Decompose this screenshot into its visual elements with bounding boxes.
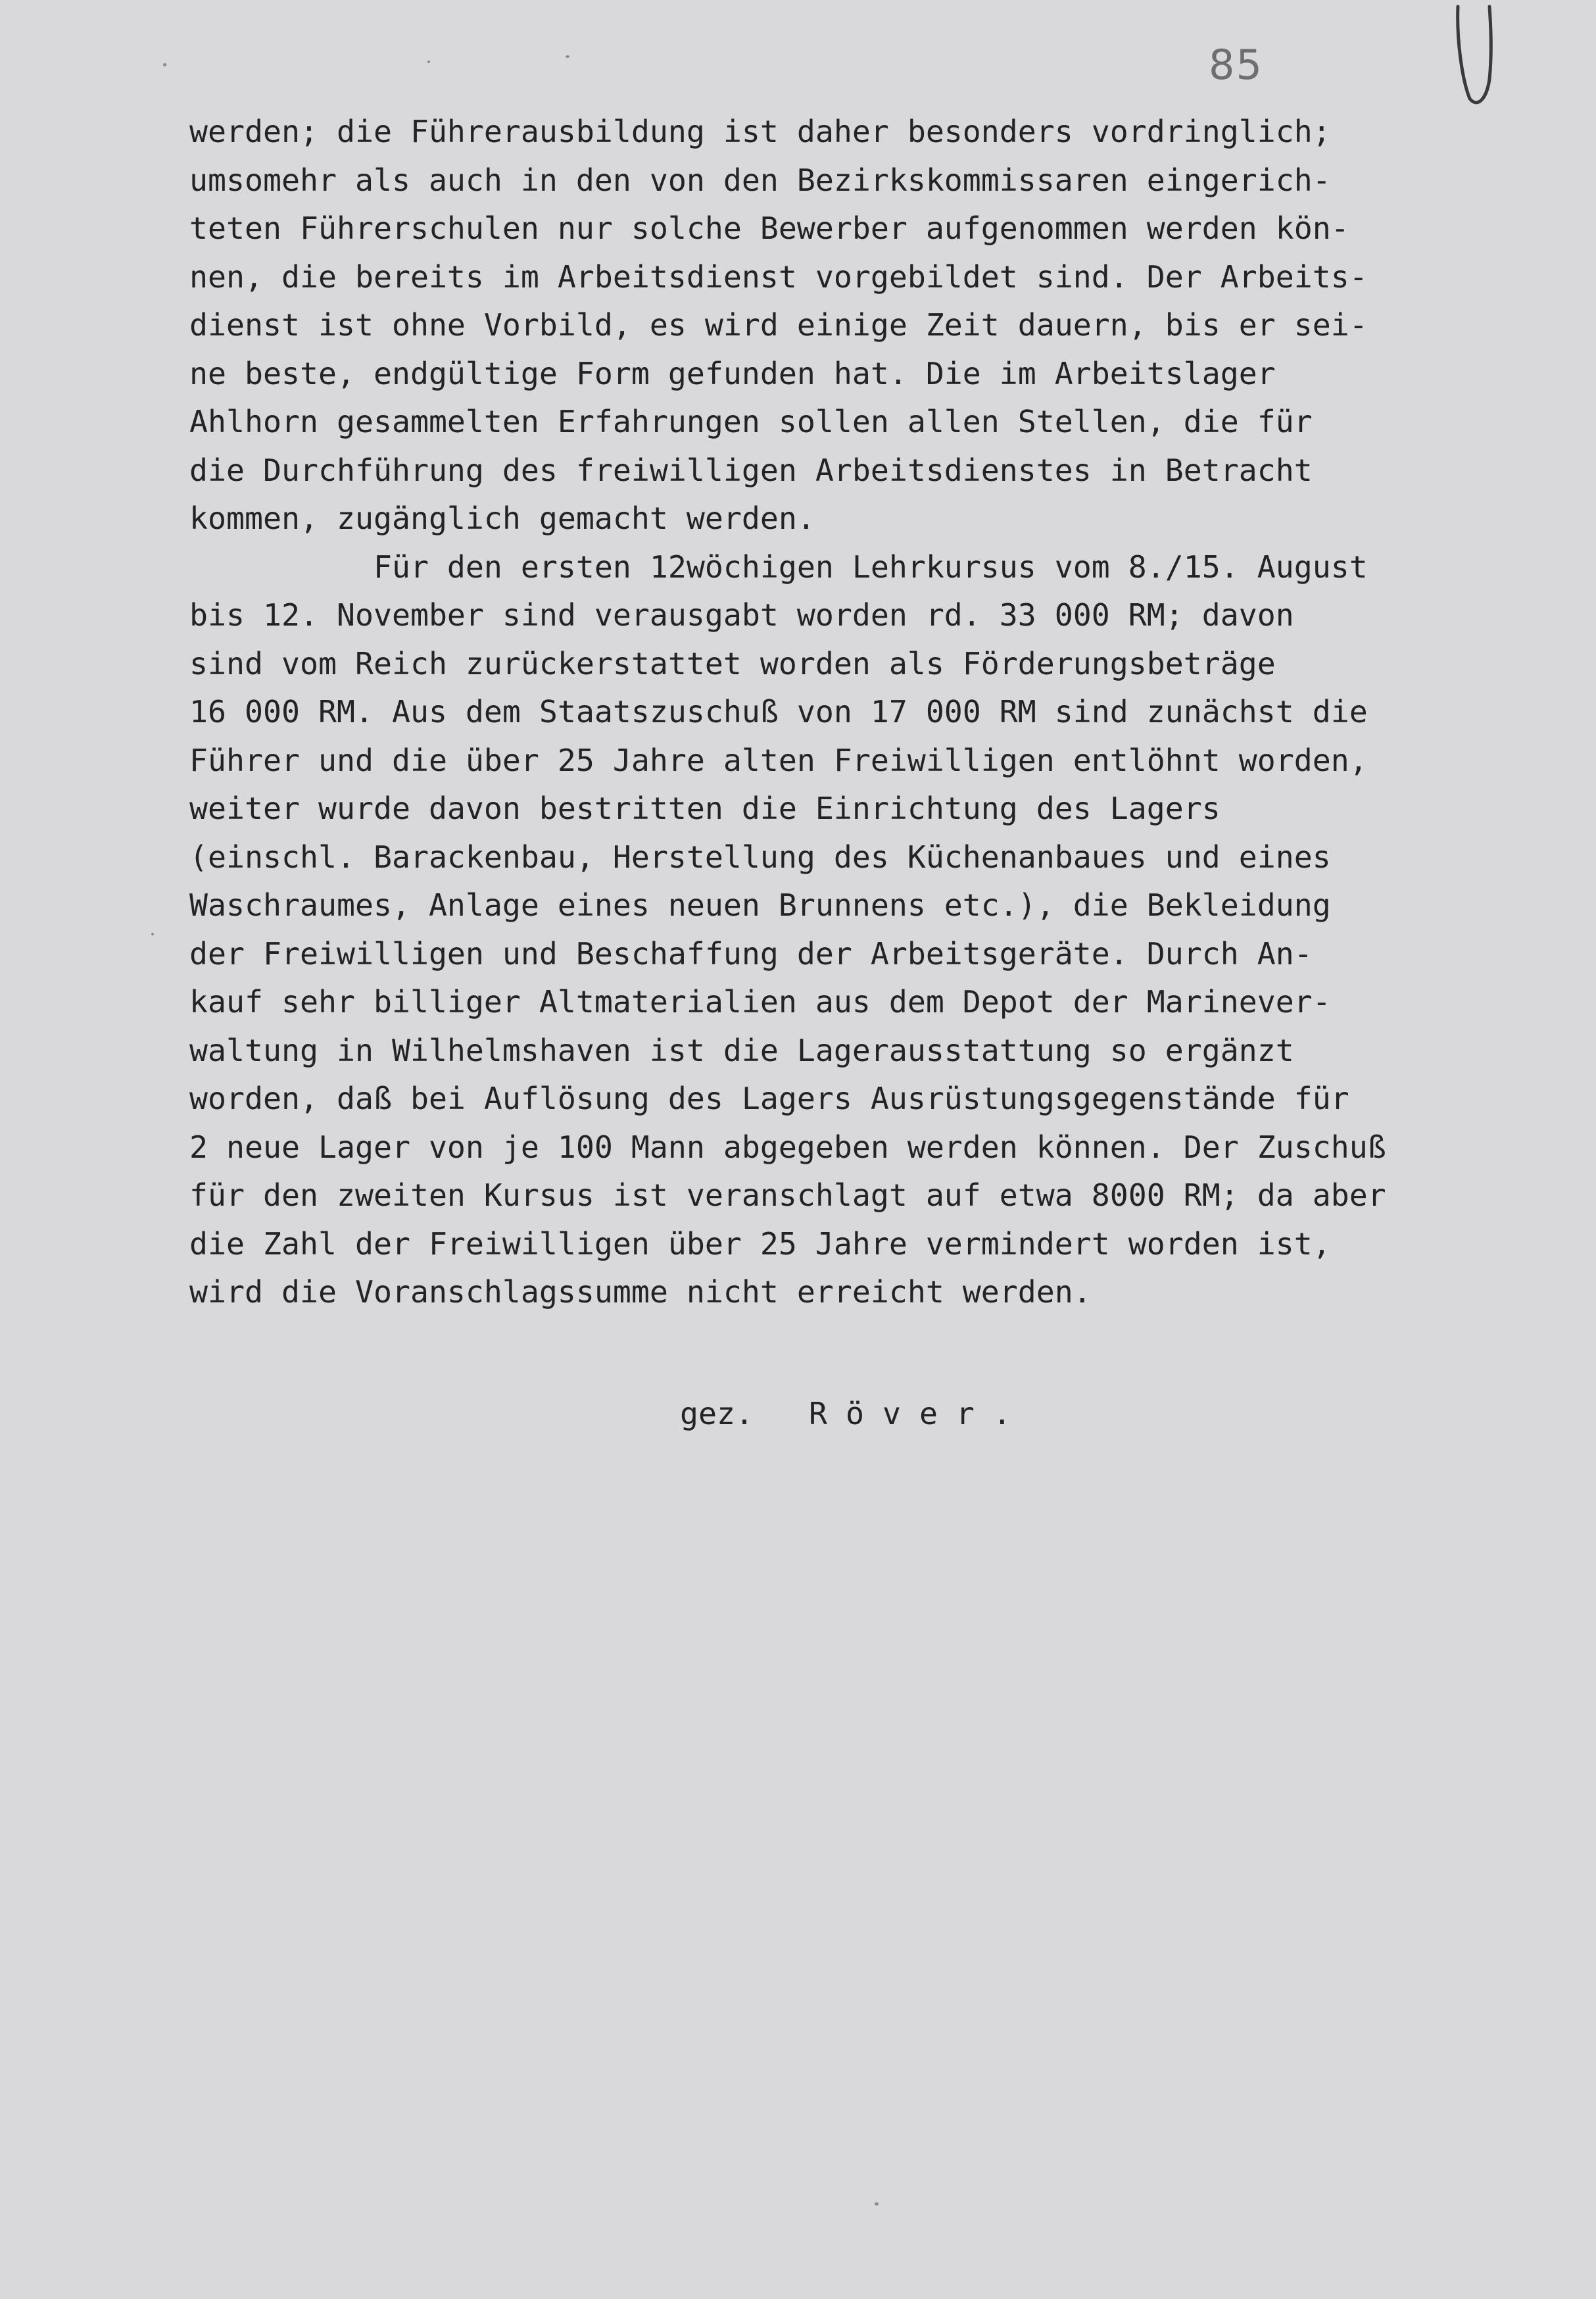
text-line: Für den ersten 12wöchigen Lehrkursus vom 8./15. August — [189, 549, 1368, 585]
text-line: (einschl. Barackenbau, Herstellung des Küchenanbaues und eines — [189, 839, 1331, 875]
text-line: ne beste, endgültige Form gefunden hat. Die im Arbeitslager — [189, 355, 1276, 391]
text-line: der Freiwilligen und Beschaffung der Arbeitsgeräte. Durch An- — [189, 935, 1313, 972]
text-line: worden, daß bei Auflösung des Lagers Ausrüstungsgegenstände für — [189, 1081, 1349, 1116]
text-line: umsomehr als auch in den von den Bezirkskommissaren eingerich- — [189, 162, 1331, 198]
text-line: nen, die bereits im Arbeitsdienst vorgebildet sind. Der Arbeits- — [189, 259, 1368, 295]
text-line: die Zahl der Freiwilligen über 25 Jahre vermindert worden ist, — [189, 1225, 1331, 1262]
scan-speck — [875, 2202, 879, 2206]
scan-speck — [427, 61, 430, 63]
text-line: 16 000 RM. Aus dem Staatszuschuß von 17 000 RM sind zunächst die — [189, 694, 1368, 729]
text-line: waltung in Wilhelmshaven ist die Lagerausstattung so ergänzt — [189, 1032, 1294, 1068]
text-line: teten Führerschulen nur solche Bewerber aufgenommen werden kön- — [189, 210, 1349, 246]
text-line: bis 12. November sind verausgabt worden rd. 33 000 RM; davon — [189, 597, 1294, 633]
text-line: die Durchführung des freiwilligen Arbeitsdienstes in Betracht — [189, 452, 1313, 488]
text-line: werden; die Führerausbildung ist daher besonders vordringlich; — [189, 114, 1331, 149]
page-number: 85 — [1209, 41, 1263, 89]
text-line: sind vom Reich zurückerstattet worden als Förderungsbeträge — [189, 645, 1276, 681]
text-line: Ahlhorn gesammelten Erfahrungen sollen allen Stellen, die für — [189, 404, 1313, 439]
scan-speck — [163, 63, 166, 66]
text-line: kauf sehr billiger Altmaterialien aus dem Depot der Marinever- — [189, 984, 1331, 1020]
signature-line: gez. R ö v e r . — [680, 1396, 1011, 1431]
text-line: dienst ist ohne Vorbild, es wird einige Zeit dauern, bis er sei- — [189, 307, 1368, 343]
text-line: 2 neue Lager von je 100 Mann abgegeben werden können. Der Zuschuß — [189, 1129, 1386, 1165]
text-line: kommen, zugänglich gemacht werden. — [189, 501, 815, 536]
corner-mark-icon — [1443, 0, 1503, 112]
text-line: wird die Voranschlagssumme nicht erreicht werden. — [189, 1274, 1092, 1310]
text-line: Waschraumes, Anlage eines neuen Brunnens etc.), die Bekleidung — [189, 887, 1331, 923]
text-line: weiter wurde davon bestritten die Einrichtung des Lagers — [189, 791, 1221, 826]
text-line: für den zweiten Kursus ist veranschlagt auf etwa 8000 RM; da aber — [189, 1177, 1386, 1213]
scan-speck — [151, 933, 154, 935]
scan-speck — [566, 55, 569, 58]
letter-body — [189, 108, 1544, 1317]
text-line: Führer und die über 25 Jahre alten Freiwilligen entlöhnt worden, — [189, 742, 1368, 778]
